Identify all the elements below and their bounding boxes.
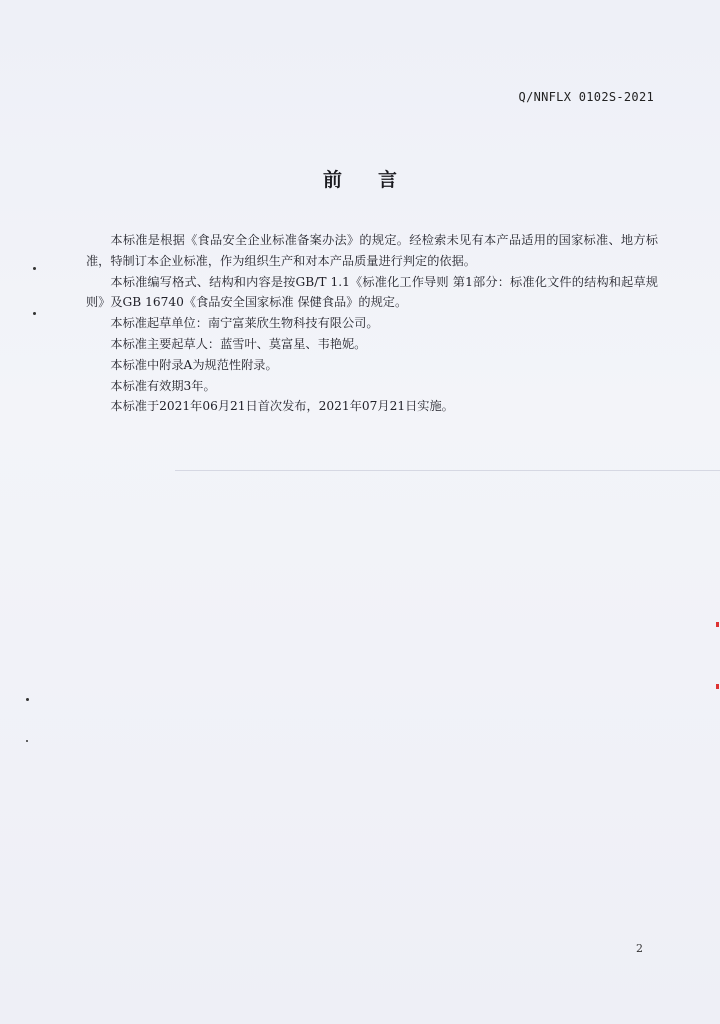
page-title: 前言 — [322, 169, 433, 191]
paragraph-appendix: 本标准中附录A为规范性附录。 — [110, 357, 278, 372]
paragraph-validity: 本标准有效期3年。 — [110, 378, 216, 393]
scan-speck — [33, 312, 36, 315]
scan-speck — [26, 740, 28, 742]
paragraph-format: 本标准编写格式、结构和内容是按GB/T 1.1《标准化工作导则 第1部分：标准化文件的结构和起草规则》及GB 16740《食品安全国家标准 保健食品》的规定。 — [86, 274, 658, 310]
foreword-body — [86, 230, 658, 417]
scan-mark — [716, 622, 719, 627]
scan-mark — [716, 684, 719, 689]
page-number: 2 — [636, 942, 643, 955]
paragraph-release-date: 本标准于2021年06月21日首次发布，2021年07月21日实施。 — [110, 399, 454, 414]
scan-line-artifact — [175, 470, 720, 471]
document-code: Q/NNFLX 0102S-2021 — [518, 90, 654, 104]
paragraph-basis: 本标准是根据《食品安全企业标准备案办法》的规定。经检索未见有本产品适用的国家标准、地方标准，特制订本企业标准，作为组织生产和对本产品质量进行判定的依据。 — [86, 233, 658, 268]
paragraph-drafters: 本标准主要起草人：蓝雪叶、莫富星、韦艳妮。 — [110, 336, 367, 351]
scan-speck — [26, 698, 29, 701]
paragraph-drafting-unit: 本标准起草单位：南宁富莱欣生物科技有限公司。 — [110, 316, 379, 331]
scan-speck — [33, 267, 36, 270]
